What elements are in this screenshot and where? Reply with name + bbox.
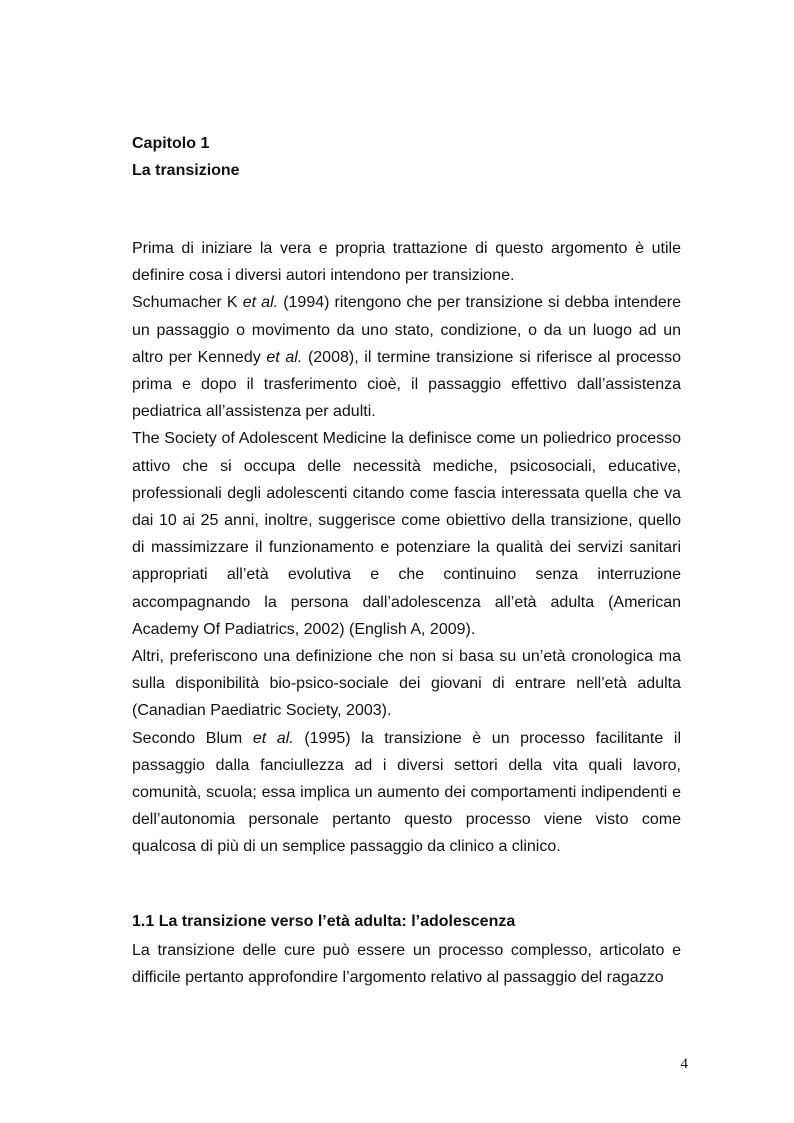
section-paragraph: La transizione delle cure può essere un processo complesso, articolato e difficile pertanto approfondire l’argomento relativo al passaggio del ragazzo <box>132 942 681 987</box>
paragraph <box>132 289 681 425</box>
italic-citation: et al. <box>242 294 279 312</box>
paragraph <box>132 235 681 289</box>
chapter-body <box>132 235 681 861</box>
text-segment: Secondo Blum <box>132 729 253 747</box>
paragraph <box>132 425 681 643</box>
italic-citation: et al. <box>252 729 294 747</box>
text-segment: (1994) ritengono che per transizione si debba intendere un passaggio o movimento da uno stato, condizione, o da un luogo ad un altro per Kennedy <box>132 294 682 366</box>
paragraph <box>132 643 681 725</box>
text-segment: (1995) la transizione è un processo facilitante il passaggio dalla fanciullezza ad i diversi settori della vita quali lavoro, comunità, scuola; essa implica un aumento dei comportamenti indipendenti e dell’autonomia personale pertanto questo processo viene visto come qualcosa di più di un semplice passaggio da clinico a clinico. <box>132 729 681 856</box>
chapter-title: La transizione <box>132 162 240 179</box>
text-segment: Prima di iniziare la vera e propria trattazione di questo argomento è utile definire cosa i diversi autori intendono per transizione. <box>132 240 681 285</box>
text-segment: Altri, preferiscono una definizione che non si basa su un’età cronologica ma sulla disponibilità bio-psico-sociale dei giovani di entrare nell’età adulta (Canadian Paediatric Society, 2003). <box>132 648 681 720</box>
document-page <box>132 130 681 861</box>
text-segment: Schumacher K <box>132 294 243 312</box>
page-number: 4 <box>680 1056 688 1072</box>
text-segment: The Society of Adolescent Medicine la definisce come un poliedrico processo attivo che si occupa delle necessità mediche, psicosociali, educative, professionali degli adolescenti citando come fascia interessata quella che va dai 10 ai 25 anni, inoltre, suggerisce come obiettivo della transizione, quello di massimizzare il funzionamento e potenziare la qualità dei servizi sanitari appropriati all’età evolutiva e che continuino senza interruzione accompagnando la persona dall’adolescenza all’età adulta (American Academy Of Padiatrics, 2002) (English A, 2009). <box>132 430 681 638</box>
chapter-label: Capitolo 1 <box>132 135 210 152</box>
section-heading: 1.1 La transizione verso l’età adulta: l’adolescenza <box>132 913 516 930</box>
text-segment: (2008), il termine transizione si riferisce al processo prima e dopo il trasferimento cioè, il passaggio effettivo dall’assistenza pediatrica all’assistenza per adulti. <box>132 348 682 421</box>
paragraph <box>132 725 681 861</box>
italic-citation: et al. <box>266 348 303 366</box>
